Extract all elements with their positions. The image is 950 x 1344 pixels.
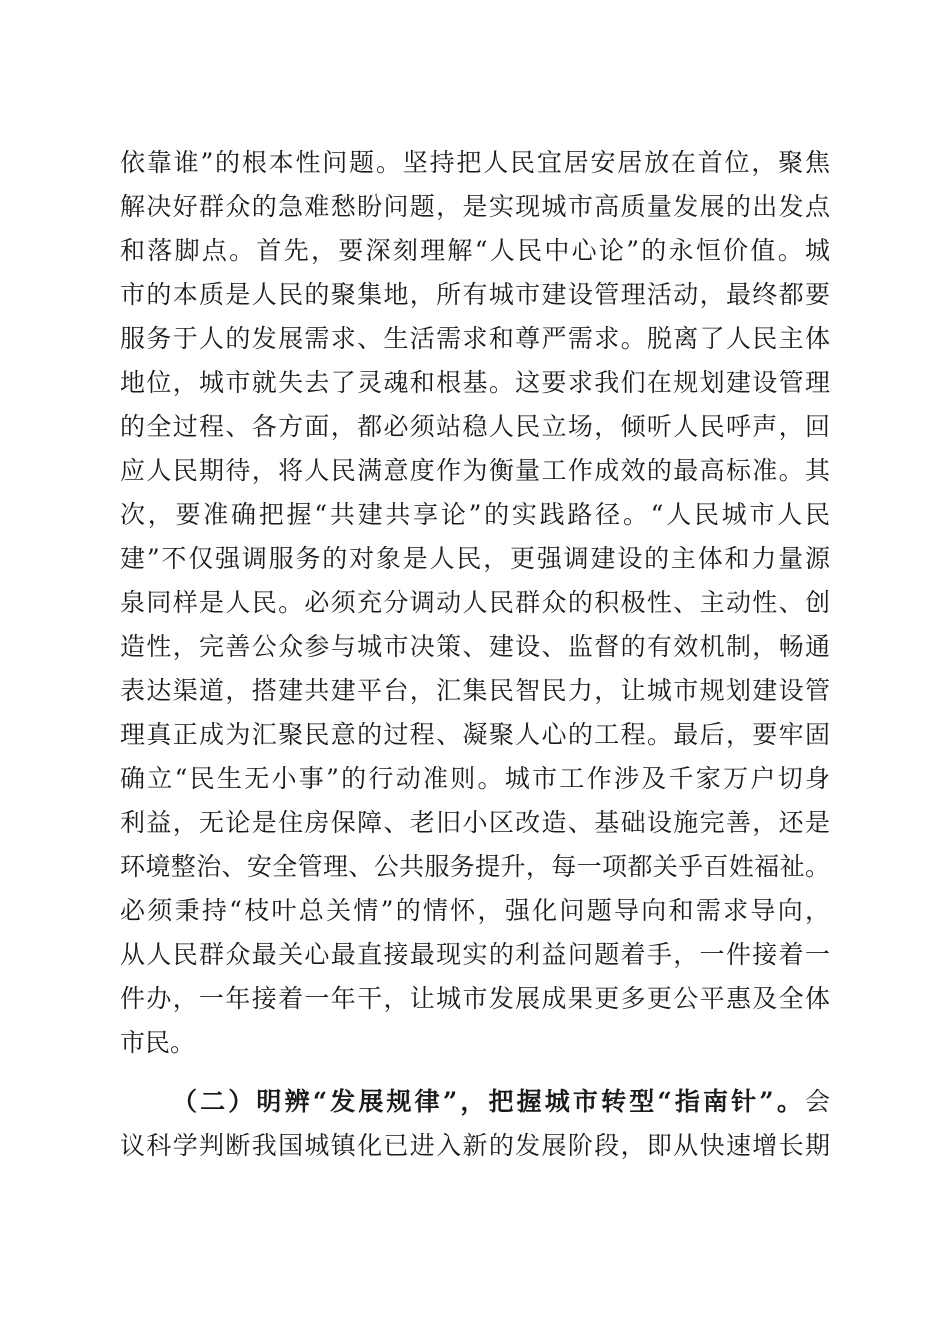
body-text-line: 服务于人的发展需求、生活需求和尊严需求。脱离了人民主体: [120, 324, 830, 353]
body-text-line: 环境整治、安全管理、公共服务提升，每一项都关乎百姓福祉。: [120, 852, 830, 881]
body-text-line: 解决好群众的急难愁盼问题，是实现城市高质量发展的出发点: [120, 192, 830, 221]
section-first-line: [172, 1080, 830, 1124]
body-text-line: 理真正成为汇聚民意的过程、凝聚人心的工程。最后，要牢固: [120, 720, 830, 749]
body-text-line: 的全过程、各方面，都必须站稳人民立场，倾听人民呼声，回: [120, 412, 830, 441]
body-text-line: 泉同样是人民。必须充分调动人民群众的积极性、主动性、创: [120, 588, 830, 617]
body-text-line: 利益，无论是住房保障、老旧小区改造、基础设施完善，还是: [120, 808, 830, 837]
body-text-line: 议科学判断我国城镇化已进入新的发展阶段，即从快速增长期: [120, 1131, 830, 1160]
body-text-line: 表达渠道，搭建共建平台，汇集民智民力，让城市规划建设管: [120, 676, 830, 705]
body-text-line: 市民。: [120, 1028, 196, 1057]
body-text-line: 确立“民生无小事”的行动准则。城市工作涉及千家万户切身: [120, 764, 830, 793]
section-heading: （二）明辨“发展规律”，把握城市转型“指南针”。: [172, 1087, 805, 1116]
body-text-line: 应人民期待，将人民满意度作为衡量工作成效的最高标准。其: [120, 456, 830, 485]
body-text-line: 依靠谁”的根本性问题。坚持把人民宜居安居放在首位，聚焦: [120, 148, 830, 177]
body-text-line: 必须秉持“枝叶总关情”的情怀，强化问题导向和需求导向，: [120, 896, 830, 925]
body-text-line: 件办，一年接着一年干，让城市发展成果更多更公平惠及全体: [120, 984, 830, 1013]
body-text-line: 建”不仅强调服务的对象是人民，更强调建设的主体和力量源: [120, 544, 830, 573]
body-text-line: 市的本质是人民的聚集地，所有城市建设管理活动，最终都要: [120, 280, 830, 309]
body-text-line: 和落脚点。首先，要深刻理解“人民中心论”的永恒价值。城: [120, 236, 830, 265]
body-text-line: 造性，完善公众参与城市决策、建设、监督的有效机制，畅通: [120, 632, 830, 661]
body-text-line: 从人民群众最关心最直接最现实的利益问题着手，一件接着一: [120, 940, 830, 969]
body-text-line: 地位，城市就失去了灵魂和根基。这要求我们在规划建设管理: [120, 368, 830, 397]
section-first-line-tail: 会: [804, 1087, 830, 1116]
body-text-line: 次，要准确把握“共建共享论”的实践路径。“人民城市人民: [120, 500, 830, 529]
